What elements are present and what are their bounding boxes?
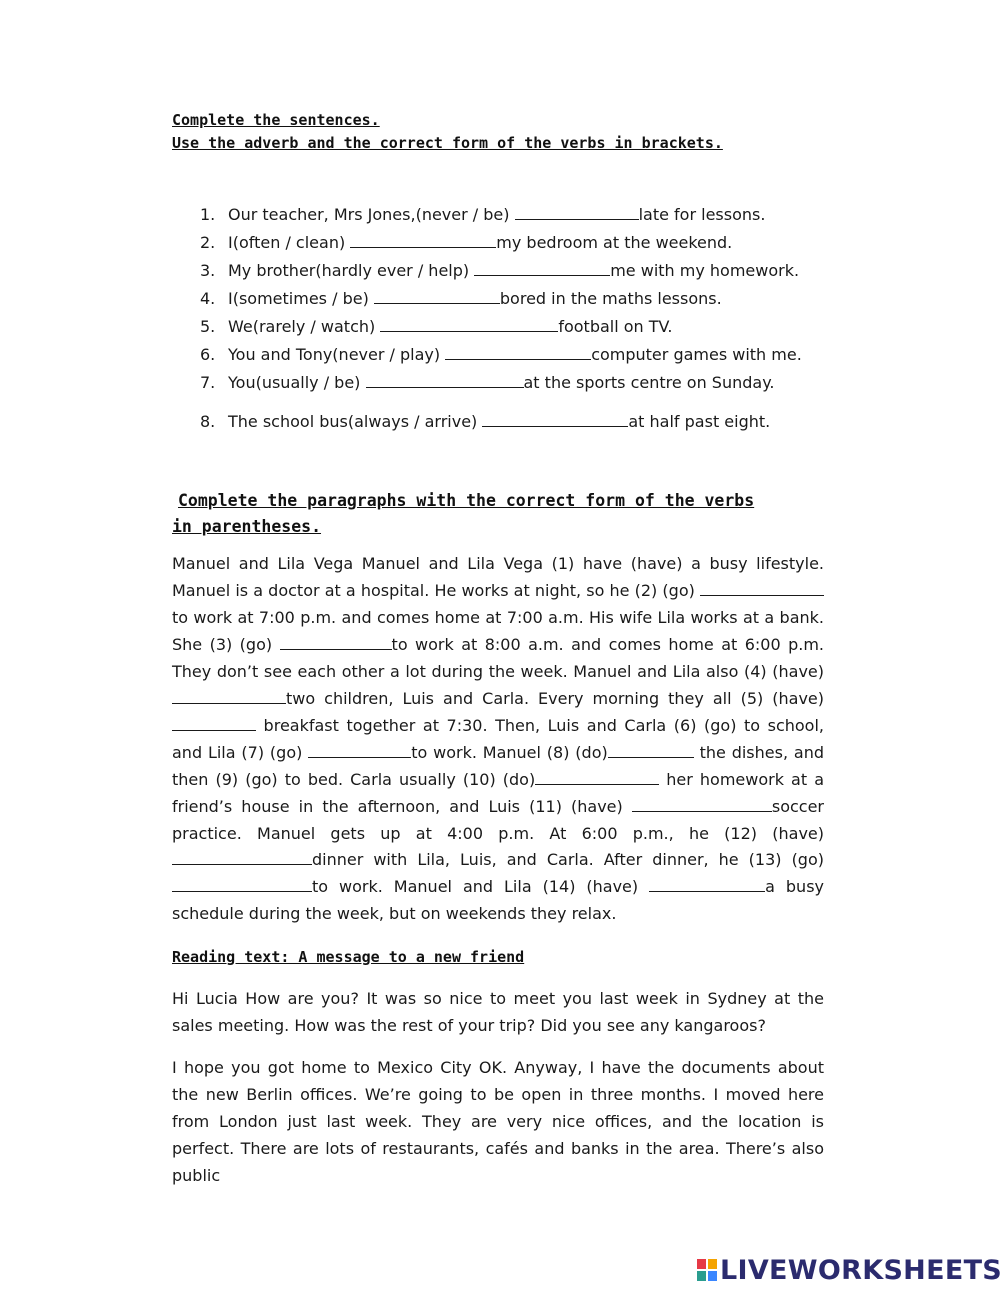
liveworksheets-logo (697, 1255, 1002, 1285)
section1-instruction: Use the adverb and the correct form of the verbs in brackets. (172, 134, 723, 152)
logo-square (697, 1259, 706, 1269)
answer-blank[interactable] (632, 797, 772, 812)
answer-blank[interactable] (350, 230, 496, 248)
answer-blank[interactable] (535, 770, 659, 785)
answer-blank[interactable] (374, 286, 500, 304)
exercise-item: 6. You and Tony(never / play) computer games with me. (200, 342, 840, 370)
answer-blank[interactable] (700, 581, 824, 596)
answer-blank[interactable] (649, 877, 765, 892)
section2-title: Complete the paragraphs with the correct form of the verbs in parentheses. (172, 491, 755, 536)
reading-paragraph: Hi Lucia How are you? It was so nice to meet you last week in Sydney at the sales meeting. How was the rest of your trip? Did you see any kangaroos? (172, 989, 824, 1035)
exercise-item: 4. I(sometimes / be) bored in the maths lessons. (200, 286, 840, 314)
exercise-item: 7. You(usually / be) at the sports centre on Sunday. (200, 370, 840, 398)
exercise-item: 8. The school bus(always / arrive) at half past eight. (200, 409, 840, 437)
answer-blank[interactable] (280, 635, 392, 650)
answer-blank[interactable] (482, 409, 628, 427)
exercise-item: 5. We(rarely / watch) football on TV. (200, 314, 840, 342)
logo-icon (697, 1259, 717, 1281)
story-paragraph: Manuel and Lila Vega Manuel and Lila Vega (1) have (have) a busy lifestyle. Manuel is a doctor at a hospital. He works at night, so he (2) (go) to work at 7:00 p.m. and comes home at 7:00 a.m. His wife Lila works at a bank. She (3) (go) to work at 8:00 a.m. and comes home at 6:00 p.m. They don’t see each other a lot during the week. Manuel and Lila also (4) (have) two children, Luis and Carla. Every morning they all (5) (have) breakfast together at 7:30. Then, Luis and Carla (6) (go) to school, and Lila (7) (go) to work. Manuel (8) (do) the dishes, and then (9) (go) to bed. Carla usually (10) (do) her homework at a friend’s house in the afternoon, and Luis (11) (have) soccer practice. Manuel gets up at 4:00 p.m. At 6:00 p.m., he (12) (have) dinner with Lila, Luis, and Carla. After dinner, he (13) (go) to work. Manuel and Lila (14) (have) a busy schedule during the week, but on weekends they relax. (172, 554, 824, 924)
logo-square (708, 1259, 717, 1269)
exercise-item: 2. I(often / clean) my bedroom at the weekend. (200, 230, 840, 258)
answer-blank[interactable] (172, 689, 286, 704)
answer-blank[interactable] (474, 258, 610, 276)
answer-blank[interactable] (445, 342, 591, 360)
exercise-item: 1. Our teacher, Mrs Jones,(never / be) late for lessons. (200, 202, 840, 230)
answer-blank[interactable] (366, 370, 524, 388)
answer-blank[interactable] (172, 716, 256, 731)
logo-square (708, 1271, 717, 1281)
answer-blank[interactable] (515, 202, 639, 220)
logo-text: LIVEWORKSHEETS (720, 1254, 1002, 1286)
reading-paragraph: I hope you got home to Mexico City OK. Anyway, I have the documents about the new Berlin offices. We’re going to be open in three months. I moved here from London just last week. They are very nice offices, and the location is perfect. There are lots of restaurants, cafés and banks in the area. There’s also public (172, 1058, 824, 1185)
answer-blank[interactable] (308, 743, 411, 758)
answer-blank[interactable] (172, 877, 312, 892)
exercise-list (200, 202, 840, 437)
exercise-item: 3. My brother(hardly ever / help) me with my homework. (200, 258, 840, 286)
answer-blank[interactable] (380, 314, 558, 332)
section3-title: Reading text: A message to a new friend (172, 948, 525, 966)
section1-title: Complete the sentences. (172, 111, 380, 129)
answer-blank[interactable] (608, 743, 694, 758)
answer-blank[interactable] (172, 850, 312, 865)
logo-square (697, 1271, 706, 1281)
